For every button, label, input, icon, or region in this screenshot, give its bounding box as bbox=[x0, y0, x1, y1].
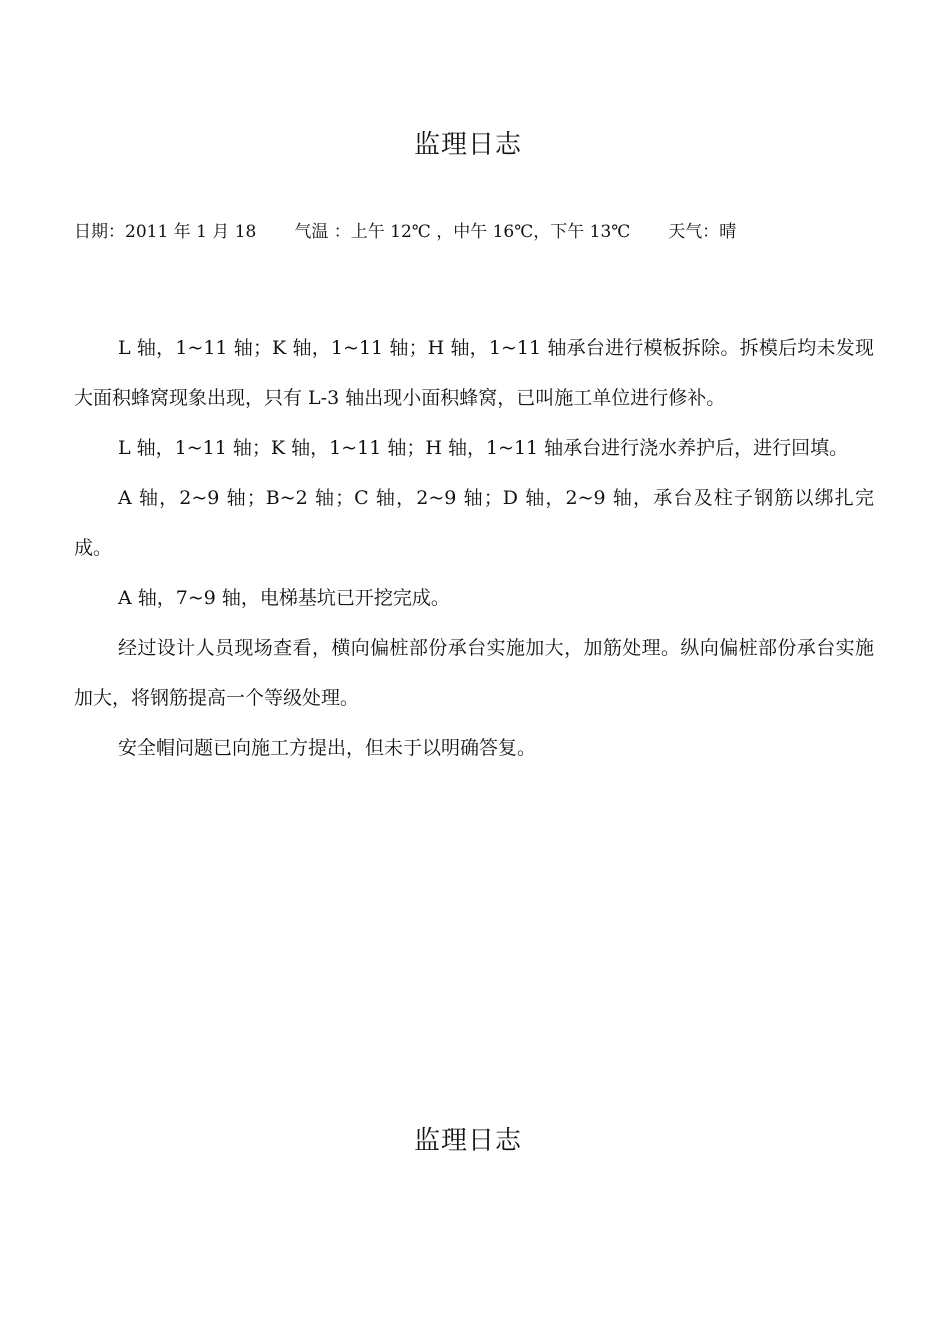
log-paragraph: 经过设计人员现场查看，横向偏桩部份承台实施加大，加筋处理。纵向偏桩部份承台实施加大，将钢筋提高一个等级处理。 bbox=[74, 637, 874, 709]
log-paragraph: A 轴，7~9 轴，电梯基坑已开挖完成。 bbox=[118, 587, 450, 609]
log-paragraph: L 轴，1~11 轴；K 轴，1~11 轴；H 轴，1~11 轴承台进行模板拆除。拆模后均未发现大面积蜂窝现象出现，只有 L-3 轴出现小面积蜂窝，已叫施工单位进行修补。 bbox=[74, 337, 874, 409]
page-title: 监理日志 bbox=[413, 130, 522, 160]
log-body bbox=[74, 323, 874, 773]
log-paragraph: 安全帽问题已向施工方提出，但未于以明确答复。 bbox=[118, 737, 537, 759]
date-field: 日期：2011 年 1 月 18 bbox=[74, 222, 257, 242]
log-paragraph: L 轴，1~11 轴；K 轴，1~11 轴；H 轴，1~11 轴承台进行浇水养护后，进行回填。 bbox=[118, 437, 849, 459]
log-paragraph: A 轴，2~9 轴；B~2 轴；C 轴，2~9 轴；D 轴，2~9 轴，承台及柱子钢筋以绑扎完成。 bbox=[74, 487, 874, 559]
temperature-field: 气温 ：上午 12℃ ，中午 16℃，下午 13℃ bbox=[294, 222, 631, 242]
weather-field: 天气：晴 bbox=[668, 222, 737, 242]
log-header bbox=[74, 217, 736, 242]
next-page-title: 监理日志 bbox=[413, 1126, 522, 1156]
